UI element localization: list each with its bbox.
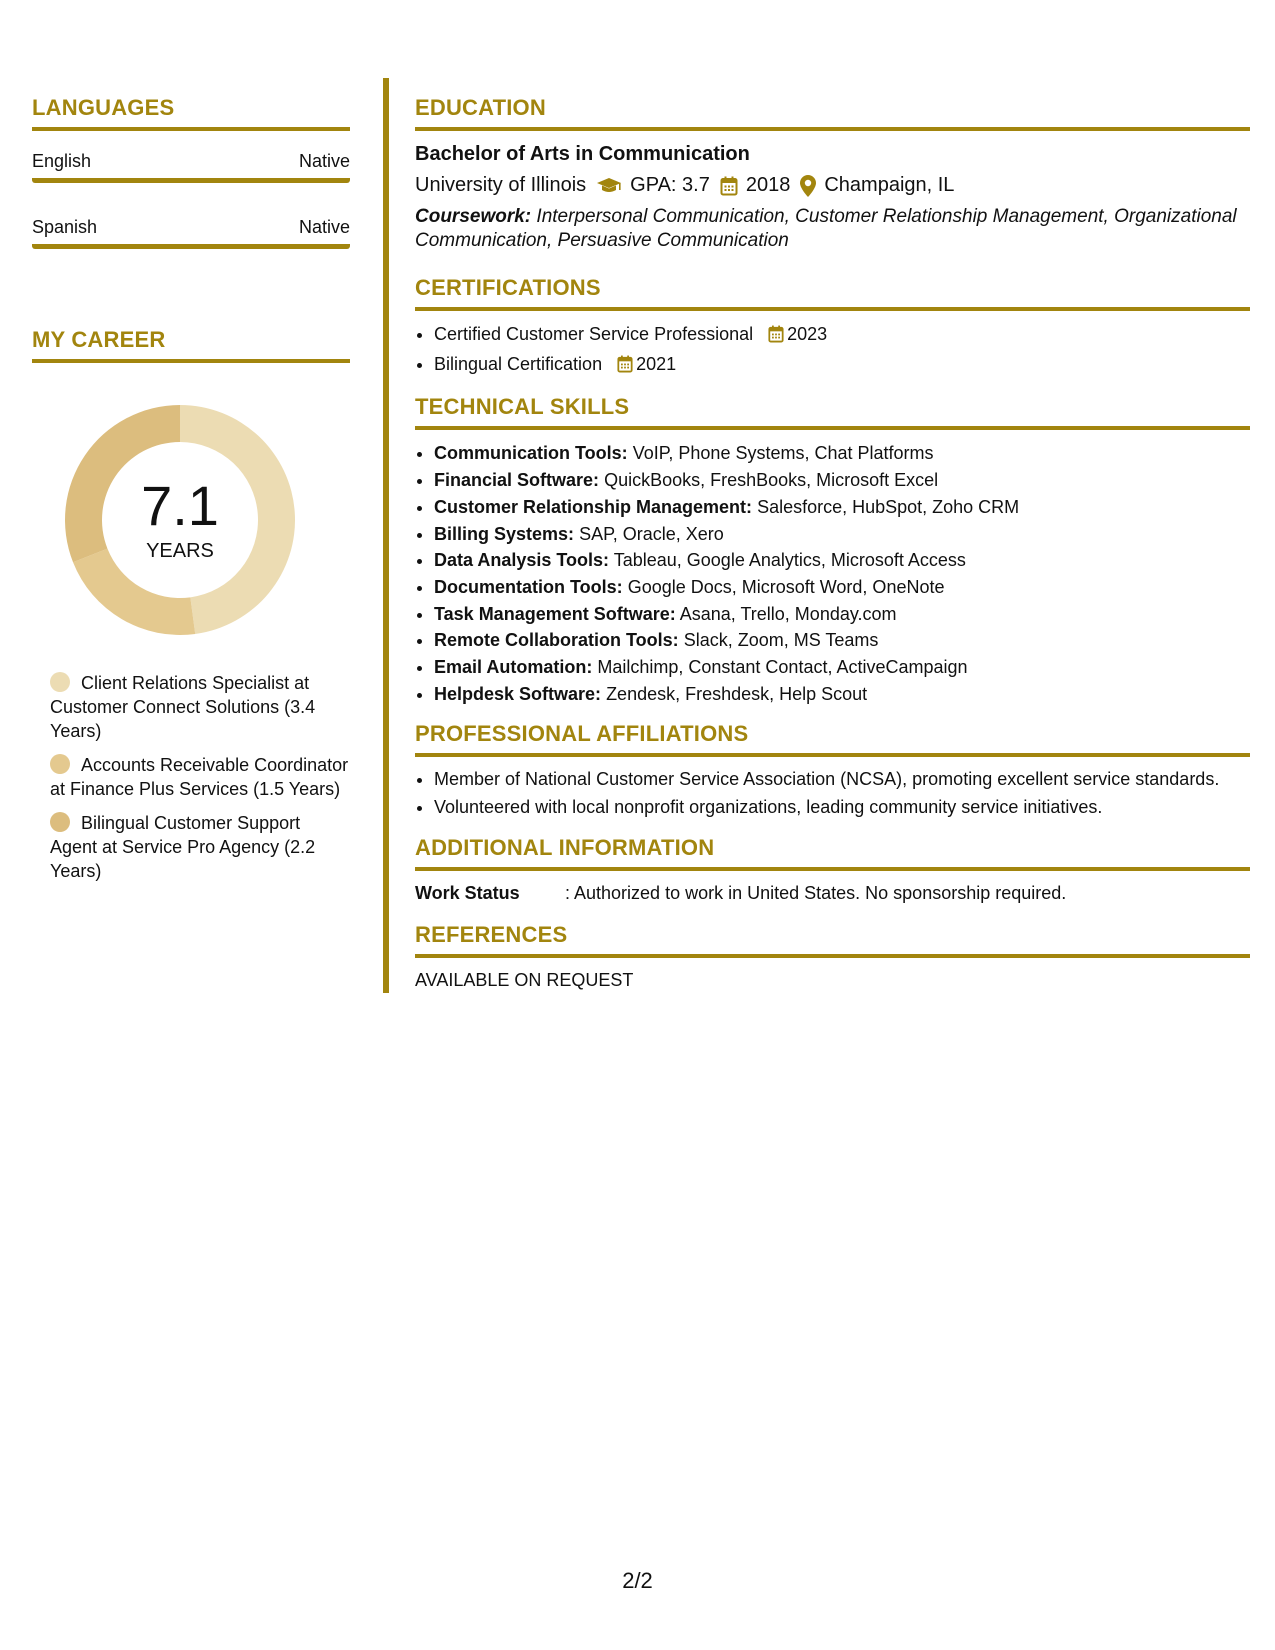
skill-label: Documentation Tools: bbox=[434, 576, 623, 597]
language-name: English bbox=[32, 151, 92, 171]
skill-label: Communication Tools: bbox=[434, 443, 628, 464]
career-item bbox=[50, 753, 350, 801]
skill-label: Billing Systems: bbox=[434, 523, 575, 544]
work-status-row bbox=[415, 883, 1250, 904]
affiliations-list bbox=[415, 767, 1250, 819]
additional-info-section bbox=[415, 835, 1250, 904]
skill-label: Email Automation: bbox=[434, 657, 593, 678]
career-legend-dot bbox=[50, 754, 70, 774]
skill-item bbox=[434, 654, 1250, 681]
skill-item bbox=[434, 574, 1250, 601]
skill-value: Slack, Zoom, MS Teams bbox=[683, 630, 879, 651]
certification-item bbox=[434, 351, 1250, 381]
degree-name: Bachelor of Arts in Communication bbox=[415, 143, 750, 165]
language-row bbox=[32, 197, 350, 249]
skill-item bbox=[434, 601, 1250, 628]
career-list bbox=[50, 671, 350, 883]
affiliation-item: • Member of National Customer Service Association (NCSA), promoting excellent service standards. bbox=[434, 767, 1250, 791]
certification-name: Bilingual Certification bbox=[434, 353, 603, 374]
page-number: 2/2 bbox=[622, 1568, 653, 1593]
certification-name: Certified Customer Service Professional bbox=[434, 324, 754, 344]
certification-year: 2023 bbox=[787, 324, 828, 344]
language-name: Spanish bbox=[32, 217, 98, 237]
skill-item bbox=[434, 494, 1250, 521]
career-item-text: Bilingual Customer Support Agent at Service Pro Agency (2.2 Years) bbox=[50, 813, 316, 881]
right-column bbox=[415, 95, 1250, 991]
career-item-text: Accounts Receivable Coordinator at Finance Plus Services (1.5 Years) bbox=[50, 755, 349, 799]
skill-item bbox=[434, 627, 1250, 654]
skill-label: Customer Relationship Management: bbox=[434, 496, 753, 517]
gpa: GPA: 3.7 bbox=[630, 174, 710, 196]
column-divider bbox=[383, 78, 389, 993]
skill-item bbox=[434, 521, 1250, 548]
career-legend-dot bbox=[50, 812, 70, 832]
work-status-label: Work Status bbox=[415, 883, 520, 904]
skill-value: VoIP, Phone Systems, Chat Platforms bbox=[632, 443, 934, 464]
graduation-year: 2018 bbox=[745, 174, 791, 196]
skill-value: Mailchimp, Constant Contact, ActiveCampaign bbox=[597, 657, 968, 678]
calendar-icon bbox=[768, 324, 784, 351]
skill-value: Google Docs, Microsoft Word, OneNote bbox=[627, 576, 945, 597]
career-years-unit: YEARS bbox=[146, 539, 214, 562]
career-legend-dot bbox=[50, 672, 70, 692]
coursework bbox=[415, 205, 1250, 253]
career-donut-chart bbox=[65, 405, 295, 635]
skill-value: Tableau, Google Analytics, Microsoft Access bbox=[613, 550, 966, 571]
technical-skills-title: TECHNICAL SKILLS bbox=[415, 394, 1250, 430]
skill-item bbox=[434, 440, 1250, 467]
language-level: Native bbox=[298, 217, 350, 237]
location-pin-icon bbox=[800, 175, 816, 197]
skill-label: Remote Collaboration Tools: bbox=[434, 630, 679, 651]
affiliations-title: PROFESSIONAL AFFILIATIONS bbox=[415, 721, 1250, 757]
work-status-value: : Authorized to work in United States. No sponsorship required. bbox=[565, 883, 1067, 904]
career-item bbox=[50, 671, 350, 743]
calendar-icon bbox=[617, 354, 633, 381]
school-name: University of Illinois bbox=[415, 174, 587, 196]
career-item-text: Client Relations Specialist at Customer Connect Solutions (3.4 Years) bbox=[50, 673, 316, 741]
skill-label: Data Analysis Tools: bbox=[434, 550, 610, 571]
education-title: EDUCATION bbox=[415, 95, 1250, 131]
affiliations-section bbox=[415, 721, 1250, 819]
references-text: AVAILABLE ON REQUEST bbox=[415, 970, 634, 991]
references-section bbox=[415, 922, 1250, 991]
additional-info-title: ADDITIONAL INFORMATION bbox=[415, 835, 1250, 871]
skill-item bbox=[434, 681, 1250, 708]
donut-center bbox=[65, 405, 295, 635]
coursework-list: Interpersonal Communication, Customer Relationship Management, Organizational Communication, Persuasive Communication bbox=[415, 206, 1237, 251]
references-title: REFERENCES bbox=[415, 922, 1250, 958]
skill-value: Asana, Trello, Monday.com bbox=[679, 603, 897, 624]
skill-value: Zendesk, Freshdesk, Help Scout bbox=[606, 683, 868, 704]
left-column bbox=[32, 95, 350, 893]
graduation-cap-icon bbox=[596, 177, 622, 195]
skill-label: Task Management Software: bbox=[434, 603, 676, 624]
language-level: Native bbox=[298, 151, 350, 171]
languages-title: LANGUAGES bbox=[32, 95, 350, 131]
certification-year: 2021 bbox=[636, 353, 677, 374]
skill-item bbox=[434, 467, 1250, 494]
affiliation-item: • Volunteered with local nonprofit organizations, leading community service initiatives. bbox=[434, 795, 1250, 819]
skill-label: Helpdesk Software: bbox=[434, 683, 602, 704]
calendar-icon bbox=[720, 176, 738, 196]
coursework-label: Coursework: bbox=[415, 206, 532, 227]
language-row bbox=[32, 131, 350, 183]
education-details bbox=[415, 174, 1250, 197]
skill-label: Financial Software: bbox=[434, 470, 600, 491]
school-location: Champaign, IL bbox=[824, 174, 955, 196]
technical-skills-section bbox=[415, 394, 1250, 707]
certifications-list bbox=[415, 321, 1250, 380]
skill-value: SAP, Oracle, Xero bbox=[579, 523, 724, 544]
career-title: MY CAREER bbox=[32, 327, 350, 363]
career-item bbox=[50, 811, 350, 883]
skill-value: Salesforce, HubSpot, Zoho CRM bbox=[757, 496, 1020, 517]
skill-value: QuickBooks, FreshBooks, Microsoft Excel bbox=[604, 470, 939, 491]
career-total-years: 7.1 bbox=[141, 473, 219, 537]
education-section bbox=[415, 95, 1250, 253]
certifications-section bbox=[415, 275, 1250, 380]
certifications-title: CERTIFICATIONS bbox=[415, 275, 1250, 311]
technical-skills-list bbox=[415, 440, 1250, 707]
skill-item bbox=[434, 547, 1250, 574]
certification-item bbox=[434, 321, 1250, 351]
